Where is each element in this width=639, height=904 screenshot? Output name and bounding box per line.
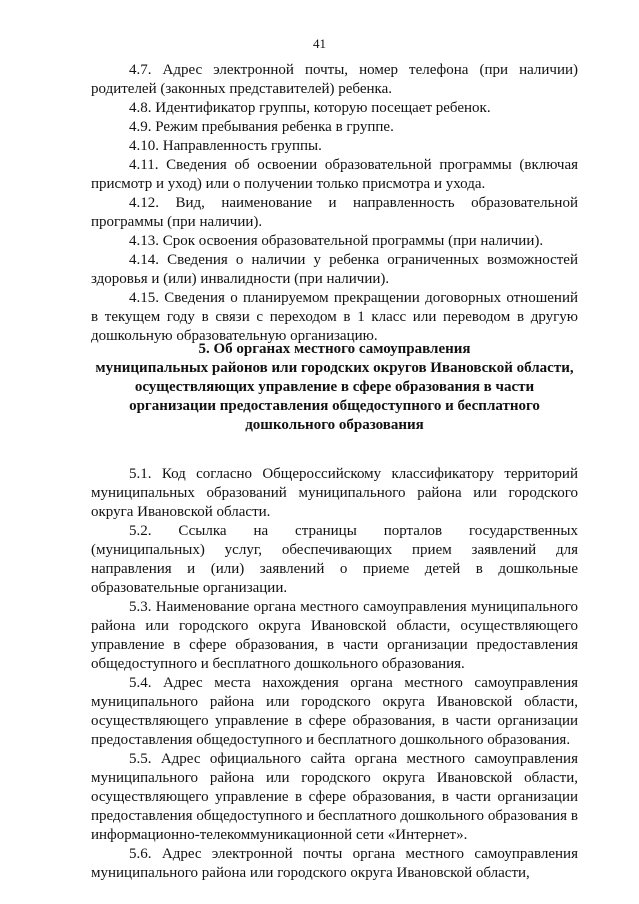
section-5-heading-line-1: 5. Об органах местного самоуправления — [198, 341, 471, 357]
item-5-2: 5.2. Ссылка на страницы порталов государственных (муниципальных) услуг, обеспечивающих прием заявлений для направления и (или) заявлений о приеме детей в дошкольные образовательные организации. — [91, 523, 578, 596]
item-4-11: 4.11. Сведения об освоении образовательной программы (включая присмотр и уход) или о получении только присмотра и ухода. — [91, 157, 578, 192]
item-4-9: 4.9. Режим пребывания ребенка в группе. — [129, 119, 394, 135]
page-number: 41 — [313, 36, 326, 51]
section-5-heading-line-3: осуществляющих управление в сфере образования в части — [134, 379, 535, 395]
item-5-4: 5.4. Адрес места нахождения органа местного самоуправления муниципального района или городского округа Ивановской области, осуществляющего управление в сфере образования, в части организации предоставления общедоступного и бесплатного дошкольного образования. — [91, 675, 578, 748]
item-5-6: 5.6. Адрес электронной почты органа местного самоуправления муниципального района или городского округа Ивановской области, — [91, 846, 578, 881]
item-4-14: 4.14. Сведения о наличии у ребенка ограниченных возможностей здоровья и (или) инвалидности (при наличии). — [91, 252, 578, 287]
item-5-3: 5.3. Наименование органа местного самоуправления муниципального района или городского округа Ивановской области, осуществляющего управление в сфере образования, в части организации предоставления общедоступного и бесплатного дошкольного образования. — [91, 599, 578, 672]
item-5-1: 5.1. Код согласно Общероссийскому классификатору территорий муниципальных образований муниципального района или городского округа Ивановской области. — [91, 466, 578, 520]
item-4-13: 4.13. Срок освоения образовательной программы (при наличии). — [129, 233, 544, 249]
section-5-items — [91, 465, 578, 883]
item-5-5: 5.5. Адрес официального сайта органа местного самоуправления муниципального района или городского округа Ивановской области, осуществляющего управление в сфере образования, в части организации предоставления общедоступного и бесплатного дошкольного образования в информационно-телекоммуникационной сети «Интернет». — [91, 751, 578, 843]
section-5-heading-line-2: муниципальных районов или городских округов Ивановской области, — [95, 360, 574, 376]
item-4-7: 4.7. Адрес электронной почты, номер телефона (при наличии) родителей (законных представителей) ребенка. — [91, 62, 578, 97]
section-4-items — [91, 61, 578, 346]
item-4-12: 4.12. Вид, наименование и направленность образовательной программы (при наличии). — [91, 195, 578, 230]
section-5-heading-line-4: организации предоставления общедоступного и бесплатного — [129, 398, 540, 414]
section-5-heading-line-5: дошкольного образования — [245, 417, 424, 433]
item-4-15: 4.15. Сведения о планируемом прекращении договорных отношений в текущем году в связи с переходом в 1 класс или переводом в другую дошкольную образовательную организацию. — [91, 290, 578, 344]
item-4-8: 4.8. Идентификатор группы, которую посещает ребенок. — [129, 100, 491, 116]
section-5-heading — [91, 340, 578, 435]
item-4-10: 4.10. Направленность группы. — [129, 138, 322, 154]
